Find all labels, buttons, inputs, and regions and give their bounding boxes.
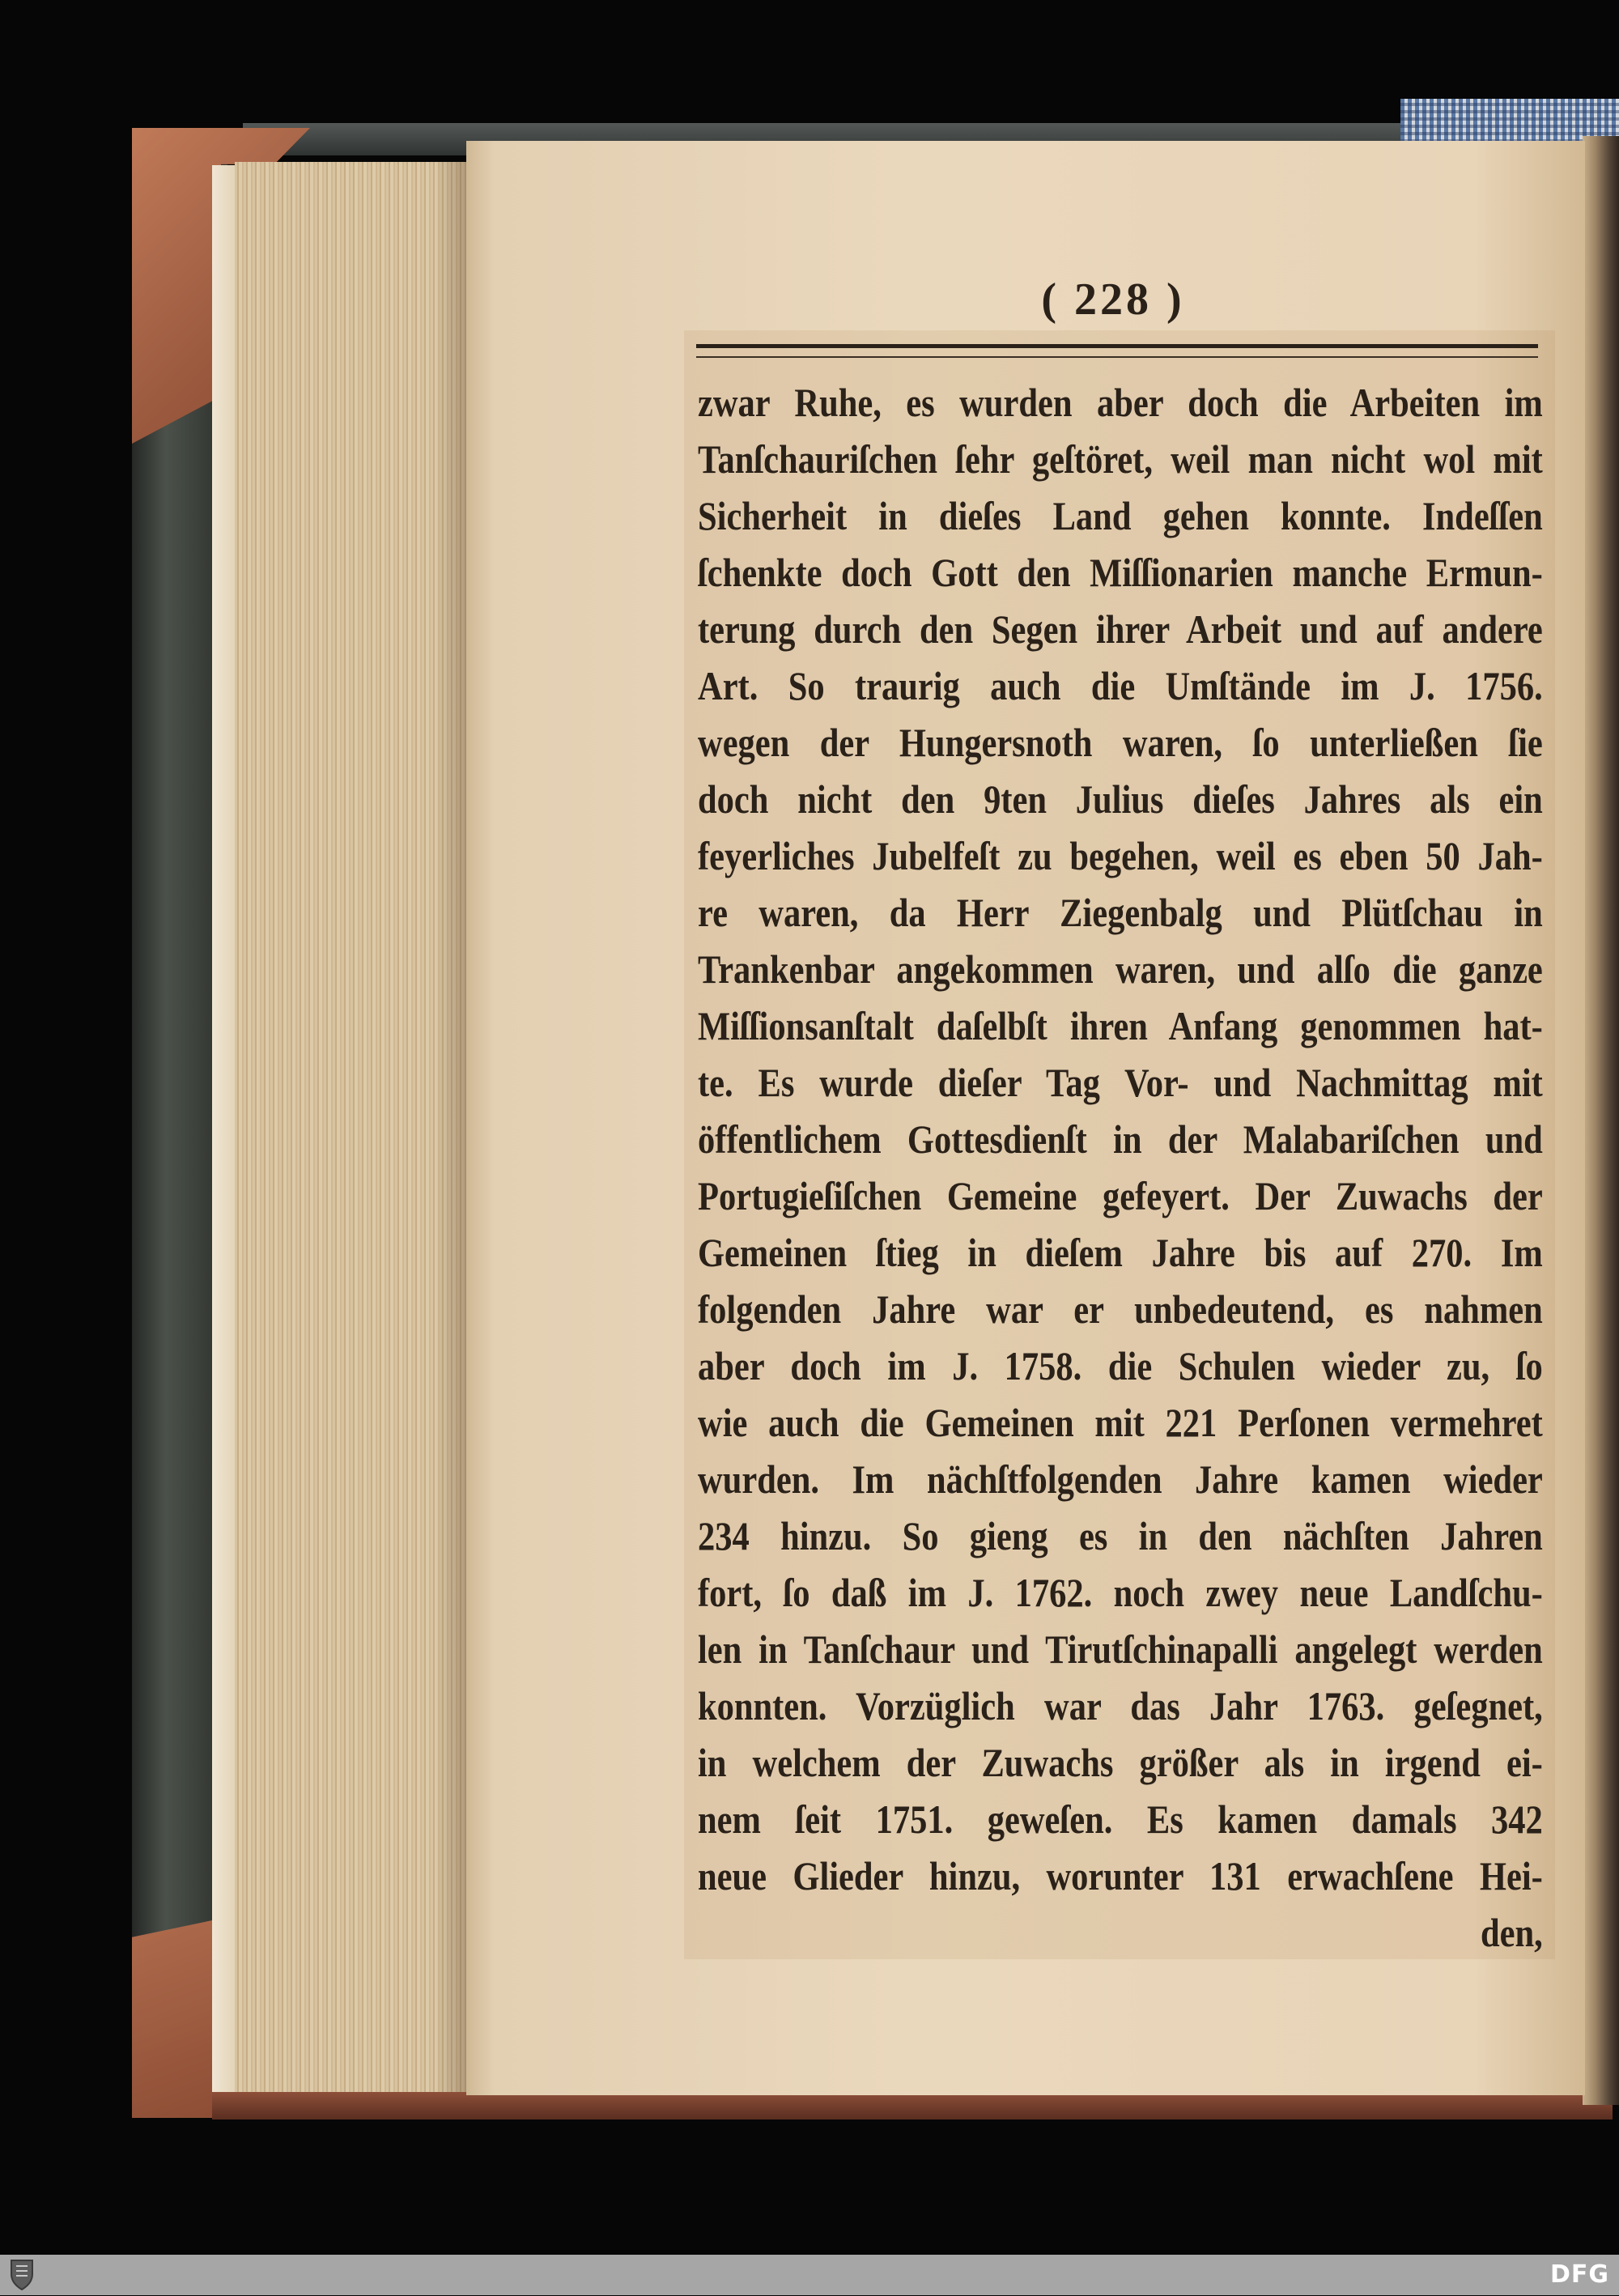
text-line: konnten. Vorzüglich war das Jahr 1763. geſegnet, [698, 1683, 1543, 1728]
text-line: len in Tanſchaur und Tirutſchinapalli angelegt werden [698, 1626, 1543, 1672]
dfg-logo: DFG [1549, 2260, 1609, 2289]
page-stack-edge [212, 165, 236, 2102]
text-line: aber doch im J. 1758. die Schulen wieder zu, ſo [698, 1343, 1543, 1388]
text-line: re waren, da Herr Ziegenbalg und Plütſchau in [698, 890, 1543, 935]
catchword: den, [1481, 1910, 1543, 1955]
text-line: 234 hinzu. So gieng es in den nächſten Jahren [698, 1513, 1543, 1558]
text-line: wegen der Hungersnoth waren, ſo unterließen ſie [698, 720, 1543, 765]
text-line: Gemeinen ſtieg in dieſem Jahre bis auf 270. Im [698, 1230, 1543, 1275]
text-line: Art. So traurig auch die Umſtände im J. 1756. [698, 663, 1543, 708]
text-line: öffentlichem Gottesdienſt in der Malabariſchen und [698, 1116, 1543, 1162]
text-line: doch nicht den 9ten Julius dieſes Jahres als ein [698, 776, 1543, 822]
text-line: Portugieſiſchen Gemeine gefeyert. Der Zuwachs der [698, 1173, 1543, 1218]
viewer-footer-bar [0, 2255, 1619, 2295]
text-line: Miſſionsanſtalt daſelbſt ihren Anfang genommen hat- [698, 1003, 1543, 1048]
text-line: terung durch den Segen ihrer Arbeit und auf andere [698, 606, 1543, 652]
header-rule-thick [696, 344, 1538, 348]
page-number-header: ( 228 ) [1041, 274, 1185, 325]
text-line: Trankenbar angekommen waren, und alſo die ganze [698, 946, 1543, 992]
text-line: Tanſchauriſchen ſehr geſtöret, weil man nicht wol mit [698, 436, 1543, 482]
text-line: Sicherheit in dieſes Land gehen konnte. Indeſſen [698, 493, 1543, 538]
text-line: in welchem der Zuwachs größer als in irgend ei- [698, 1740, 1543, 1785]
text-line: wie auch die Gemeinen mit 221 Perſonen vermehret [698, 1400, 1543, 1445]
text-line: zwar Ruhe, es wurden aber doch die Arbeiten im [698, 380, 1543, 425]
text-line: te. Es wurde dieſer Tag Vor- und Nachmittag mit [698, 1060, 1543, 1105]
library-logo-icon [8, 2258, 36, 2292]
text-line: folgenden Jahre war er unbedeutend, es nahmen [698, 1286, 1543, 1332]
text-line: wurden. Im nächſtfolgenden Jahre kamen wieder [698, 1456, 1543, 1502]
body-text [698, 374, 1543, 1961]
page-bottom-edge [212, 2092, 1613, 2120]
header-rule-thin [696, 356, 1538, 358]
page-stack [235, 162, 470, 2102]
text-line: fort, ſo daß im J. 1762. noch zwey neue Landſchu- [698, 1570, 1543, 1615]
right-page-edge [1583, 136, 1619, 2105]
text-line: neue Glieder hinzu, worunter 131 erwachſene Hei- [698, 1853, 1543, 1898]
text-line: feyerliches Jubelfeſt zu begehen, weil es eben 50 Jah- [698, 833, 1543, 878]
text-line: ſchenkte doch Gott den Miſſionarien manche Ermun- [698, 550, 1543, 595]
text-line: nem ſeit 1751. geweſen. Es kamen damals 342 [698, 1796, 1543, 1842]
